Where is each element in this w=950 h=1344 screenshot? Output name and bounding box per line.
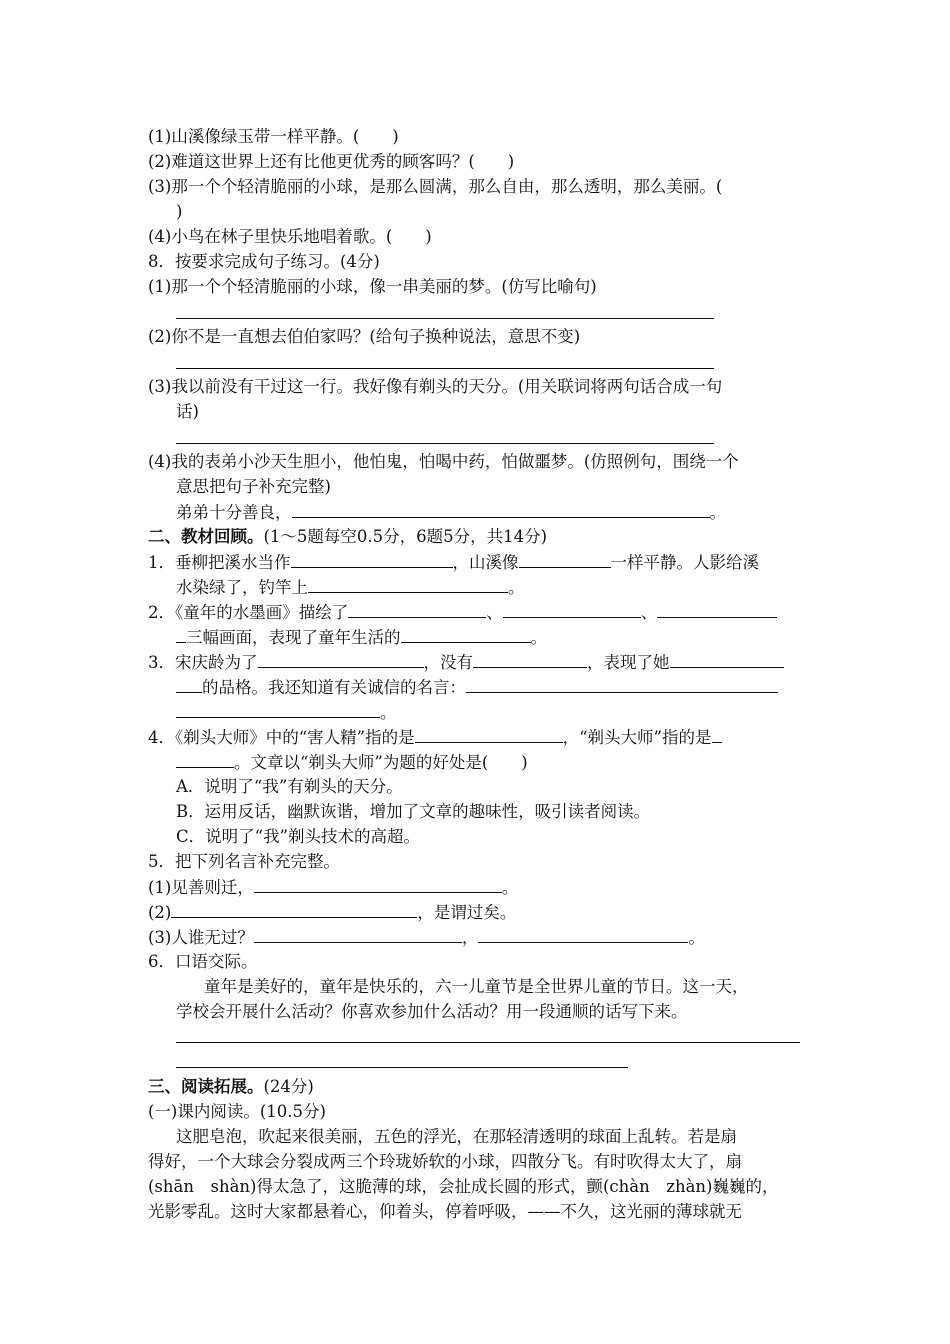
p2-q4-option-a[interactable]: A．说明了“我”有剃头的天分。 <box>176 777 403 796</box>
p2-q4-option-b[interactable]: B．运用反话，幽默诙谐，增加了文章的趣味性，吸引读者阅读。 <box>176 802 651 821</box>
answer-blank[interactable] <box>519 551 611 568</box>
answer-blank[interactable] <box>401 626 531 643</box>
answer-line[interactable] <box>176 368 714 369</box>
answer-blank[interactable] <box>254 876 502 893</box>
q8-4c: 弟弟十分善良， 。 <box>176 503 726 522</box>
part3-title: 三、阅读拓展。 <box>148 1077 264 1096</box>
p2-q4-option-c[interactable]: C．说明了“我”剃头技术的高超。 <box>176 827 420 846</box>
answer-blank[interactable] <box>258 651 424 668</box>
answer-blank[interactable] <box>254 926 462 943</box>
answer-line[interactable] <box>176 1067 628 1068</box>
part3-sub: (一)课内阅读。(10.5分) <box>148 1102 326 1121</box>
p2-q5-1: (1)见善则迁， 。 <box>148 878 519 897</box>
p2-q3-line1: 3．宋庆龄为了 ，没有 ，表现了她 <box>148 651 784 673</box>
q8-4b: 意思把句子补充完整) <box>176 477 331 496</box>
answer-blank[interactable] <box>176 701 380 718</box>
p2-q6-text-1: 童年是美好的，童年是快乐的，六一儿童节是全世界儿童的节日。这一天， <box>204 977 749 996</box>
p2-q5-title: 5．把下列名言补充完整。 <box>148 852 340 871</box>
part3-heading <box>148 1076 314 1098</box>
answer-blank[interactable] <box>291 551 453 568</box>
answer-blank[interactable] <box>171 901 417 918</box>
p2-q3-line3: 。 <box>176 701 397 723</box>
p2-q2-line2: 三幅画面，表现了童年生活的 。 <box>176 626 547 648</box>
reading-line-4: 光影零乱。这时大家都悬着心，仰着头，停着呼吸，——不久，这光丽的薄球就无 <box>148 1202 742 1221</box>
p2-q5-2: (2) ，是谓过矣。 <box>148 903 517 922</box>
part2-heading <box>148 526 547 548</box>
part2-note: (1～5题每空0.5分，6题5分，共14分) <box>263 527 548 546</box>
p2-q6-title: 6．口语交际。 <box>148 952 258 971</box>
reading-line-3: (shān shàn)得太急了，这脆薄的球，会扯成长圆的形式，颤(chàn zhàn)巍巍的， <box>148 1177 779 1196</box>
q7-item-3-cont: ) <box>176 202 183 221</box>
p2-q5-3: (3)人谁无过？ ， 。 <box>148 928 705 947</box>
answer-blank[interactable] <box>503 601 641 618</box>
answer-blank[interactable] <box>657 601 777 618</box>
q8-2: (2)你不是一直想去伯伯家吗？(给句子换种说法，意思不变) <box>148 327 581 346</box>
q7-item-3: (3)那一个个轻清脆丽的小球，是那么圆满，那么自由，那么透明，那么美丽。( <box>148 177 723 196</box>
answer-blank[interactable] <box>176 626 186 643</box>
answer-line[interactable] <box>176 318 714 319</box>
answer-blank[interactable] <box>292 501 710 518</box>
answer-blank[interactable] <box>466 676 778 693</box>
q8-1: (1)那一个个轻清脆丽的小球，像一串美丽的梦。(仿写比喻句) <box>148 277 597 296</box>
q8-4a: (4)我的表弟小沙天生胆小，他怕鬼，怕喝中药，怕做噩梦。(仿照例句，围绕一个 <box>148 452 739 471</box>
q8-3b: 话) <box>176 402 199 421</box>
p2-q4-line2: 。文章以“剃头大师”为题的好处是( ) <box>176 751 528 773</box>
answer-line[interactable] <box>176 1042 800 1043</box>
reading-line-1: 这肥皂泡，吹起来很美丽，五色的浮光，在那轻清透明的球面上乱转。若是扇 <box>176 1127 737 1146</box>
reading-line-2: 得好，一个大球会分裂成两三个玲珑娇软的小球，四散分飞。有时吹得太大了，扇 <box>148 1152 742 1171</box>
answer-blank[interactable] <box>670 651 784 668</box>
p2-q3-line2: 的品格。我还知道有关诚信的名言： <box>176 676 778 698</box>
p2-q2-line1: 2．《童年的水墨画》描绘了 、 、 <box>148 601 777 623</box>
p2-q1-line2: 水染绿了，钓竿上 。 <box>176 578 525 597</box>
q7-item-1: (1)山溪像绿玉带一样平静。( ) <box>148 127 399 146</box>
answer-line[interactable] <box>176 443 714 444</box>
answer-blank[interactable] <box>176 676 202 693</box>
answer-blank[interactable] <box>348 601 486 618</box>
part2-title: 二、教材回顾。 <box>148 527 264 546</box>
answer-blank[interactable] <box>473 651 587 668</box>
q7-item-4: (4)小鸟在林子里快乐地唱着歌。( ) <box>148 227 432 246</box>
answer-blank[interactable] <box>712 726 722 743</box>
p2-q6-text-2: 学校会开展什么活动？你喜欢参加什么活动？用一段通顺的话写下来。 <box>176 1002 688 1021</box>
part3-note: (24分) <box>263 1077 314 1096</box>
p2-q4-line1: 4．《剃头大师》中的“害人精”指的是 ，“剃头大师”指的是 <box>148 726 722 748</box>
answer-blank[interactable] <box>415 726 563 743</box>
answer-blank[interactable] <box>308 576 508 593</box>
answer-blank[interactable] <box>478 926 688 943</box>
q8-title: 8．按要求完成句子练习。(4分) <box>148 252 380 271</box>
q7-item-2: (2)难道这世界上还有比他更优秀的顾客吗？( ) <box>148 152 515 171</box>
q8-3a: (3)我以前没有干过这一行。我好像有剃头的天分。(用关联词将两句话合成一句 <box>148 377 723 396</box>
p2-q1-line1: 1．垂柳把溪水当作 ，山溪像 一样平静。人影给溪 <box>148 553 759 572</box>
answer-blank[interactable] <box>176 751 234 768</box>
